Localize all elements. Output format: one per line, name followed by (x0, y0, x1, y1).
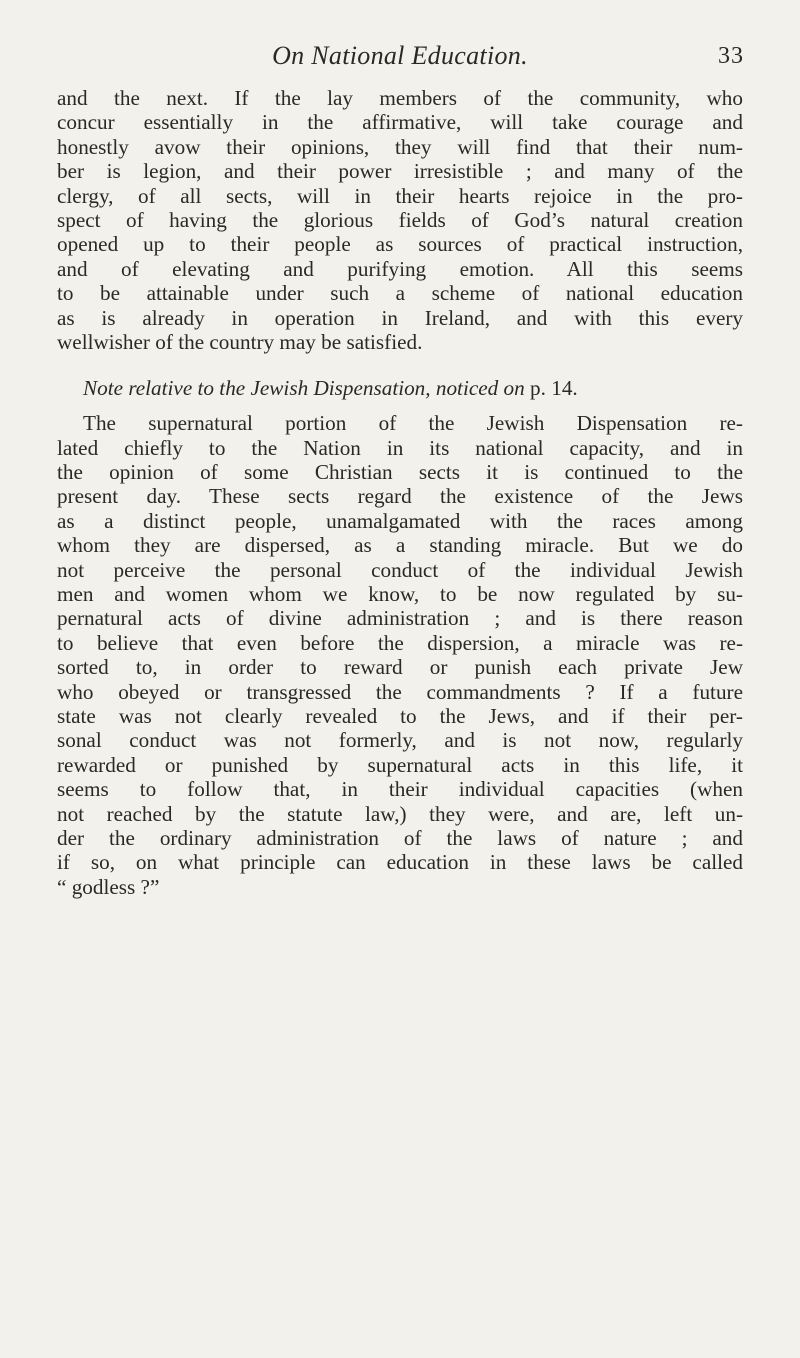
body-text (57, 86, 743, 899)
text-line: to believe that even before the dispersion, a miracle was re- (57, 630, 743, 655)
text-line: as is already in operation in Ireland, and with this every (57, 305, 743, 330)
text-line: The supernatural portion of the Jewish Dispensation re- (83, 411, 743, 436)
note-heading (57, 375, 743, 401)
text-line: if so, on what principle can education in these laws be called (57, 850, 743, 875)
text-line: not perceive the personal conduct of the individual Jewish (57, 557, 743, 582)
text-line: ber is legion, and their power irresistible ; and many of the (57, 159, 743, 184)
text-line: honestly avow their opinions, they will find that their num- (57, 134, 743, 159)
note-paragraph (57, 411, 743, 899)
text-line: sonal conduct was not formerly, and is not now, regularly (57, 728, 743, 753)
text-line: sorted to, in order to reward or punish each private Jew (57, 655, 743, 680)
page-number: 33 (718, 43, 744, 69)
paragraph-continuation (57, 86, 743, 354)
text-line: who obeyed or transgressed the commandments ? If a future (57, 679, 743, 704)
text-line: not reached by the statute law,) they were, and are, left un- (57, 801, 743, 826)
text-line: whom they are dispersed, as a standing miracle. But we do (57, 533, 743, 558)
text-line: der the ordinary administration of the laws of nature ; and (57, 825, 743, 850)
text-line: rewarded or punished by supernatural acts in this life, it (57, 752, 743, 777)
running-title: On National Education. (272, 41, 528, 70)
text-line: wellwisher of the country may be satisfied. (57, 329, 423, 354)
text-line: and of elevating and purifying emotion. All this seems (57, 256, 743, 281)
text-line: concur essentially in the affirmative, will take courage and (57, 110, 743, 135)
text-line: men and women whom we know, to be now regulated by su- (57, 582, 743, 607)
text-line: seems to follow that, in their individual capacities (when (57, 777, 743, 802)
text-line: present day. These sects regard the existence of the Jews (57, 484, 743, 509)
text-line: and the next. If the lay members of the community, who (57, 86, 743, 110)
text-line: to be attainable under such a scheme of national education (57, 281, 743, 306)
text-line: opened up to their people as sources of practical instruction, (57, 232, 743, 257)
text-line: the opinion of some Christian sects it is continued to the (57, 460, 743, 485)
text-line: pernatural acts of divine administration ; and is there reason (57, 606, 743, 631)
text-line: clergy, of all sects, will in their hearts rejoice in the pro- (57, 183, 743, 208)
text-line: lated chiefly to the Nation in its national capacity, and in (57, 435, 743, 460)
text-line: as a distinct people, unamalgamated with the races among (57, 508, 743, 533)
note-heading-page-ref: p. 14. (530, 376, 578, 401)
text-line: “ godless ?” (57, 874, 160, 899)
text-line: spect of having the glorious fields of God’s natural creation (57, 207, 743, 232)
text-line: state was not clearly revealed to the Jews, and if their per- (57, 703, 743, 728)
page-header (56, 40, 744, 72)
note-heading-italic: Note relative to the Jewish Dispensation, noticed on (83, 376, 525, 401)
